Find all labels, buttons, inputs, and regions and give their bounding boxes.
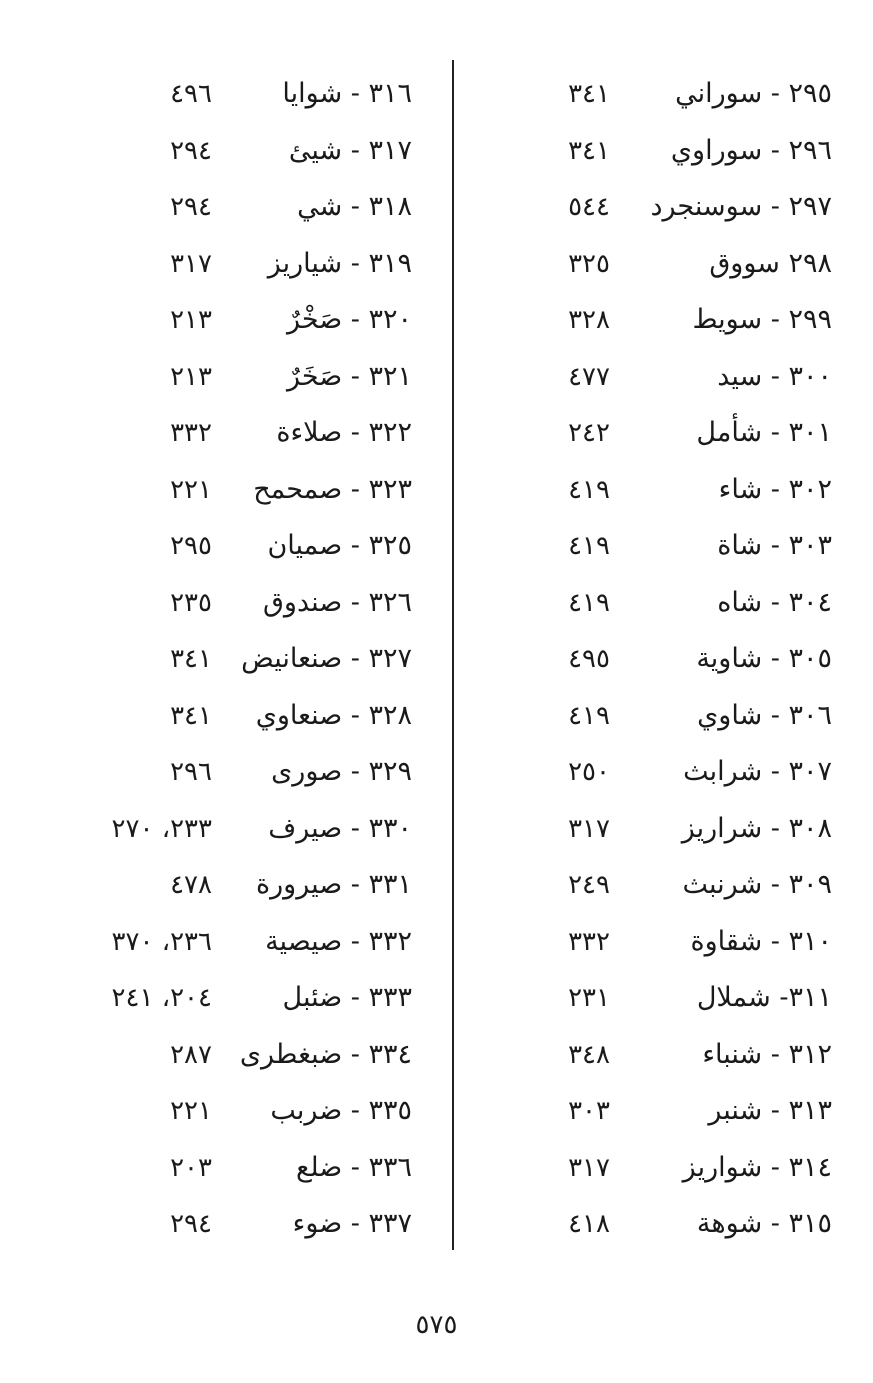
index-row — [80, 462, 440, 519]
index-entry: ٣٢٦ - صندوق — [262, 586, 412, 618]
index-page-ref: ٣٠٣ — [568, 1096, 610, 1126]
index-entry: ٣٢٢ - صلاءة — [276, 417, 412, 448]
index-entry: ٣٠٢ - شاء — [718, 473, 832, 505]
index-page-ref: ٢٣٦، ٣٧٠ — [111, 926, 212, 957]
index-entry: ٣٢٠ - صَخْرٌ — [286, 304, 412, 335]
index-row — [80, 1196, 440, 1253]
index-entry: ٢٩٥ - سوراني — [675, 78, 832, 109]
index-row — [470, 1140, 840, 1197]
index-row — [470, 688, 840, 745]
index-row — [80, 1083, 440, 1140]
index-entry: ٣٣٧ - ضوء — [292, 1208, 412, 1239]
index-row — [80, 631, 440, 688]
index-entry: ٣١١- شملال — [696, 982, 832, 1013]
index-entry: ٣٣٢ - صيصية — [265, 925, 412, 957]
index-row — [470, 349, 840, 406]
index-row — [80, 1027, 440, 1084]
index-row — [80, 66, 440, 123]
index-entry: ٢٩٨ سووق — [709, 247, 832, 279]
index-page-ref: ٢٥٠ — [568, 757, 610, 787]
index-column-right — [470, 66, 840, 1253]
index-entry: ٢٩٩ - سويط — [692, 304, 832, 335]
index-row — [80, 970, 440, 1027]
index-entry: ٣٠٦ - شاوي — [697, 699, 832, 731]
index-page-ref: ٢٩٤ — [170, 192, 212, 222]
index-row — [80, 179, 440, 236]
index-row — [80, 801, 440, 858]
index-entry: ٣١٦ - شوايا — [282, 78, 412, 109]
index-row — [470, 914, 840, 971]
index-page-ref: ٣٤٨ — [568, 1039, 610, 1070]
index-page-ref: ٤٧٧ — [568, 361, 610, 392]
index-entry: ٣٢٧ - صنعانيض — [241, 643, 412, 674]
index-entry: ٣٢٩ - صورى — [271, 756, 412, 787]
index-row — [470, 179, 840, 236]
index-row — [80, 744, 440, 801]
index-page-ref: ٤٩٦ — [170, 79, 212, 109]
index-entry: ٣١٣ - شنبر — [708, 1095, 832, 1126]
index-entry: ٣٠٣ - شاة — [717, 530, 832, 561]
index-entry: ٢٩٧ - سوسنجرد — [650, 191, 832, 222]
index-row — [470, 575, 840, 632]
index-row — [470, 292, 840, 349]
index-row — [470, 518, 840, 575]
index-row — [470, 66, 840, 123]
index-page-ref: ٢٩٤ — [170, 1209, 212, 1239]
index-row — [470, 857, 840, 914]
index-entry: ٣٢١ - صَخَرٌ — [286, 360, 412, 392]
index-row — [470, 462, 840, 519]
index-row — [470, 744, 840, 801]
index-page-ref: ٢٢١ — [170, 474, 212, 505]
index-page-ref: ٢١٣ — [170, 305, 212, 335]
index-entry: ٣٣١ - صيرورة — [256, 869, 412, 900]
index-row — [470, 1027, 840, 1084]
index-entry: ٣٠٤ - شاه — [717, 586, 832, 618]
index-entry: ٣٠٩ - شرنبث — [682, 869, 832, 900]
index-page-ref: ٣٣٢ — [568, 926, 610, 957]
index-page-ref: ٣٤١ — [170, 700, 212, 731]
index-row — [470, 236, 840, 293]
index-page-ref: ٢٠٣ — [170, 1152, 212, 1183]
index-row — [80, 236, 440, 293]
index-entry: ٣١٠ - شقاوة — [690, 925, 832, 957]
column-divider — [452, 60, 454, 1250]
index-entry: ٣٠١ - شأمل — [696, 417, 832, 448]
index-row — [80, 688, 440, 745]
index-entry: ٣٣٦ - ضلع — [295, 1151, 412, 1183]
index-entry: ٣٣٤ - ضبغطرى — [239, 1038, 412, 1070]
index-row — [470, 1196, 840, 1253]
index-entry: ٣٣٣ - ضئبل — [282, 982, 412, 1013]
index-entry: ٣١٤ - شواريز — [682, 1151, 832, 1183]
index-row — [470, 1083, 840, 1140]
index-entry: ٣١٨ - شي — [297, 191, 412, 222]
index-row — [470, 123, 840, 180]
index-entry: ٣١٩ - شياريز — [267, 247, 412, 279]
index-row — [80, 292, 440, 349]
page-number: ٥٧٥ — [415, 1310, 458, 1340]
index-page-ref: ٤١٩ — [568, 587, 610, 618]
index-page-ref: ٣٣٢ — [170, 418, 212, 448]
index-page-ref: ٤١٩ — [568, 531, 610, 561]
index-page-ref: ٢٩٦ — [170, 757, 212, 787]
index-page-ref: ٣٢٨ — [568, 305, 610, 335]
index-entry: ٣٢٥ - صميان — [267, 530, 412, 561]
index-page-ref: ٣٤١ — [568, 79, 610, 109]
index-column-left — [80, 66, 440, 1253]
index-page-ref: ٢٩٤ — [170, 135, 212, 166]
index-page-ref: ٢٣١ — [568, 983, 610, 1013]
index-row — [80, 1140, 440, 1197]
index-page-ref: ٢٢١ — [170, 1096, 212, 1126]
index-page-ref: ٤٩٥ — [568, 644, 610, 674]
index-page-ref: ٢٣٥ — [170, 587, 212, 618]
index-page-ref: ٢٠٤، ٢٤١ — [111, 983, 212, 1013]
index-page-ref: ٢٩٥ — [170, 531, 212, 561]
index-page-ref: ٣١٧ — [568, 1152, 610, 1183]
index-page-ref: ٢٣٣، ٢٧٠ — [111, 813, 212, 844]
index-page-ref: ٥٤٤ — [568, 192, 610, 222]
index-page-ref: ٣١٧ — [568, 813, 610, 844]
index-row — [80, 405, 440, 462]
index-page-ref: ٢٤٢ — [568, 418, 610, 448]
index-row — [80, 349, 440, 406]
index-page-ref: ٣٢٥ — [568, 248, 610, 279]
index-entry: ٣١٢ - شنباء — [702, 1038, 832, 1070]
index-row — [80, 518, 440, 575]
index-row — [470, 405, 840, 462]
index-row — [470, 970, 840, 1027]
index-page-ref: ٤١٩ — [568, 474, 610, 505]
index-page-ref: ٢١٣ — [170, 361, 212, 392]
index-page-ref: ٣١٧ — [170, 248, 212, 279]
index-entry: ٣١٧ - شيئ — [288, 134, 412, 166]
index-entry: ٣٢٨ - صنعاوي — [255, 699, 412, 731]
index-row — [470, 631, 840, 688]
index-row — [470, 801, 840, 858]
index-page-ref: ٢٨٧ — [170, 1039, 212, 1070]
index-entry: ٣٠٨ - شراريز — [681, 812, 832, 844]
index-row — [80, 914, 440, 971]
index-page-ref: ٤١٨ — [568, 1209, 610, 1239]
index-entry: ٣٠٧ - شرابث — [683, 756, 832, 787]
index-row — [80, 123, 440, 180]
index-entry: ٣٣٥ - ضربب — [270, 1095, 412, 1126]
index-entry: ٣٠٥ - شاوية — [696, 643, 832, 674]
index-entry: ٣٠٠ - سيد — [717, 360, 832, 392]
index-entry: ٣٣٠ - صيرف — [268, 812, 412, 844]
index-row — [80, 575, 440, 632]
index-entry: ٣٢٣ - صمحمح — [253, 473, 412, 505]
index-entry: ٣١٥ - شوهة — [696, 1208, 832, 1239]
index-row — [80, 857, 440, 914]
index-page-ref: ٤١٩ — [568, 700, 610, 731]
index-page-ref: ٣٤١ — [568, 135, 610, 166]
index-page-ref: ٢٤٩ — [568, 870, 610, 900]
index-entry: ٢٩٦ - سوراوي — [670, 134, 832, 166]
index-page-ref: ٣٤١ — [170, 644, 212, 674]
index-page-ref: ٤٧٨ — [170, 870, 212, 900]
